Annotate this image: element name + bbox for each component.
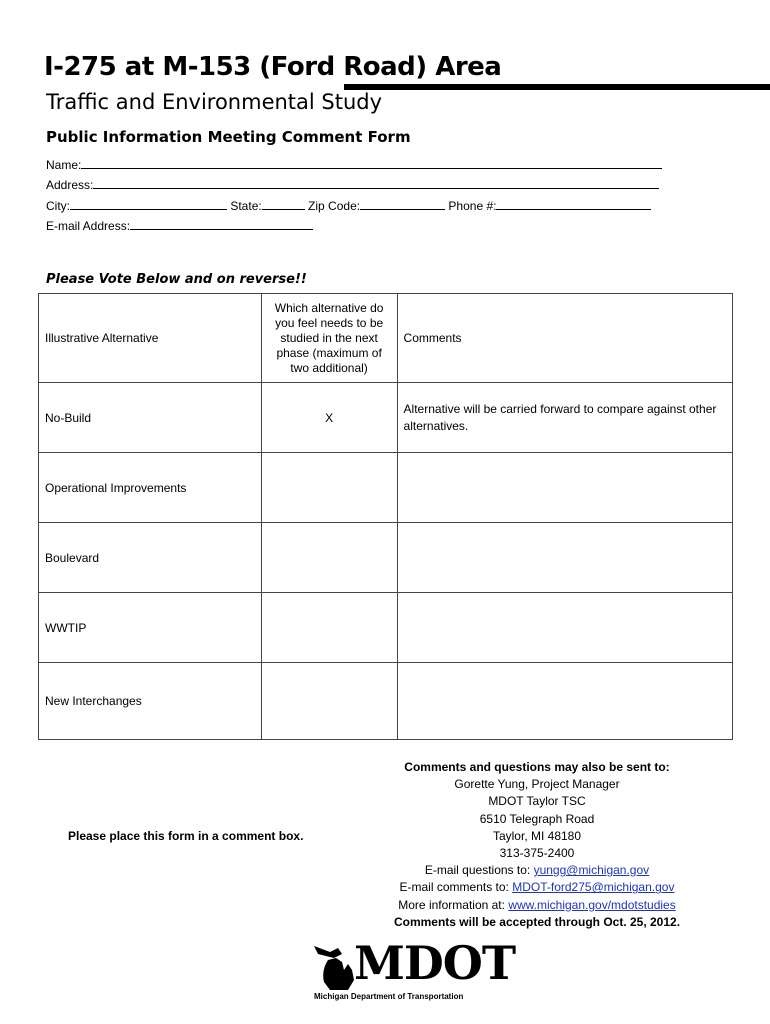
table-row: [39, 663, 733, 740]
vote-cell[interactable]: X: [261, 383, 397, 453]
state-line[interactable]: [262, 198, 305, 210]
contact-person: Gorette Yung, Project Manager: [454, 777, 620, 792]
table-row: [39, 453, 733, 523]
questions-email-link[interactable]: yungg@michigan.gov: [533, 863, 650, 878]
more-info-label: More information at:: [398, 897, 509, 912]
contact-street: 6510 Telegraph Road: [479, 811, 595, 826]
column-header-comments: Comments: [397, 294, 732, 383]
alternative-name: WWTIP: [39, 593, 262, 663]
alternative-name: No-Build: [39, 383, 262, 453]
document-title: I-275 at M-153 (Ford Road) Area: [44, 52, 502, 82]
comments-email-link[interactable]: MDOT-ford275@michigan.gov: [512, 880, 675, 895]
name-label: Name:: [46, 158, 82, 172]
comment-cell[interactable]: Alternative will be carried forward to compare against other alternatives.: [397, 383, 732, 453]
comments-email-line: [372, 879, 702, 896]
title-rule: [344, 84, 770, 90]
contact-heading: Comments and questions may also be sent to:: [404, 760, 670, 774]
vote-cell[interactable]: [261, 593, 397, 663]
questions-email-line: [372, 862, 702, 879]
city-line[interactable]: [70, 198, 227, 210]
city-label: City:: [46, 199, 70, 213]
document-header: [44, 50, 770, 84]
table-row: [39, 523, 733, 593]
phone-label: Phone #:: [448, 199, 497, 213]
alternatives-table: [38, 293, 733, 740]
contact-phone: 313-375-2400: [499, 846, 575, 861]
email-label: E-mail Address:: [46, 219, 131, 233]
column-header-alternative: Illustrative Alternative: [39, 294, 262, 383]
contact-office: MDOT Taylor TSC: [488, 794, 586, 809]
vote-cell[interactable]: [261, 523, 397, 593]
alternative-name: Boulevard: [39, 523, 262, 593]
michigan-map-icon: [308, 944, 360, 992]
comment-cell[interactable]: [397, 663, 732, 740]
table-row: [39, 593, 733, 663]
contact-city: Taylor, MI 48180: [492, 828, 582, 843]
contact-block: [372, 759, 702, 931]
city-state-zip-phone-row: [46, 198, 651, 213]
more-info-link[interactable]: www.michigan.gov/mdotstudies: [508, 897, 676, 912]
alternative-name: Operational Improvements: [39, 453, 262, 523]
comment-cell[interactable]: [397, 523, 732, 593]
table-row: [39, 383, 733, 453]
address-line[interactable]: [93, 177, 659, 189]
phone-line[interactable]: [496, 198, 651, 210]
document-subtitle: Traffic and Environmental Study: [46, 90, 383, 114]
zip-label: Zip Code:: [308, 199, 361, 213]
name-line[interactable]: [81, 157, 662, 169]
place-form-note: Please place this form in a comment box.: [68, 829, 304, 843]
questions-email-label: E-mail questions to:: [424, 863, 534, 878]
zip-line[interactable]: [360, 198, 445, 210]
vote-heading: Please Vote Below and on reverse!!: [46, 272, 307, 287]
state-label: State:: [230, 199, 262, 213]
vote-cell[interactable]: [261, 453, 397, 523]
mdot-logo-text: MDOT: [354, 936, 516, 990]
more-info-line: [372, 897, 702, 914]
comment-cell[interactable]: [397, 453, 732, 523]
email-line[interactable]: [130, 218, 313, 230]
comment-deadline: Comments will be accepted through Oct. 25, 2012.: [393, 914, 681, 929]
address-label: Address:: [46, 178, 94, 192]
mdot-logo: [300, 936, 516, 1006]
vote-cell[interactable]: [261, 663, 397, 740]
email-field[interactable]: [46, 218, 313, 233]
table-header-row: [39, 294, 733, 383]
mdot-logo-subtext: Michigan Department of Transportation: [314, 992, 464, 1001]
comments-email-label: E-mail comments to:: [399, 880, 513, 895]
name-field[interactable]: [46, 157, 662, 172]
column-header-vote: Which alternative do you feel needs to be studied in the next phase (maximum of two additional): [261, 294, 397, 383]
address-field[interactable]: [46, 177, 659, 192]
alternative-name: New Interchanges: [39, 663, 262, 740]
comment-cell[interactable]: [397, 593, 732, 663]
form-heading: Public Information Meeting Comment Form: [46, 128, 411, 146]
